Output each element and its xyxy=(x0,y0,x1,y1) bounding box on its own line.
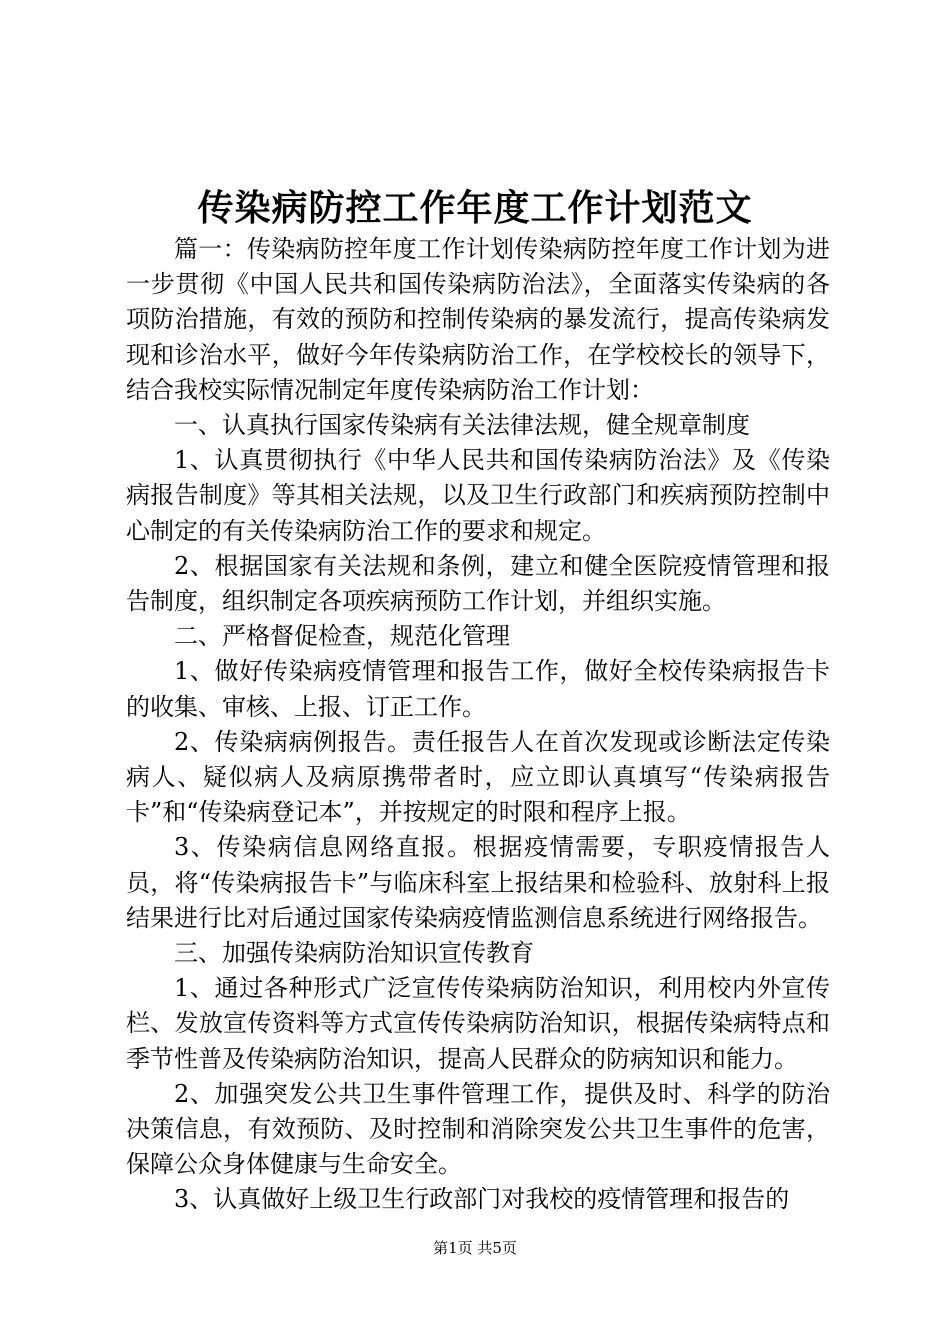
paragraph-2-1: 1、做好传染病疫情管理和报告工作，做好全校传染病报告卡的收集、审核、上报、订正工作。 xyxy=(126,657,830,721)
section-heading-2: 二、严格督促检查，规范化管理 xyxy=(174,622,510,651)
section-heading-1: 一、认真执行国家传染病有关法律法规，健全规章制度 xyxy=(174,411,750,440)
paragraph-2-2: 2、传染病病例报告。责任报告人在首次发现或诊断法定传染病人、疑似病人及病原携带者时，应立即认真填写“传染病报告卡”和“传染病登记本”，并按规定的时限和程序上报。 xyxy=(126,727,830,827)
page-footer: 第1页 共5页 xyxy=(433,1239,517,1257)
document-body xyxy=(126,232,830,1218)
paragraph-3-2: 2、加强突发公共卫生事件管理工作，提供及时、科学的防治决策信息，有效预防、及时控制和消除突发公共卫生事件的危害，保障公众身体健康与生命安全。 xyxy=(126,1079,830,1179)
paragraph-1-1: 1、认真贯彻执行《中华人民共和国传染病防治法》及《传染病报告制度》等其相关法规，以及卫生行政部门和疾病预防控制中心制定的有关传染病防治工作的要求和规定。 xyxy=(126,446,830,545)
paragraph-intro: 篇一：传染病防控年度工作计划传染病防控年度工作计划为进一步贯彻《中国人民共和国传染病防治法》，全面落实传染病的各项防治措施，有效的预防和控制传染病的暴发流行，提高传染病发现和诊治水平，做好今年传染病防治工作，在学校校长的领导下，结合我校实际情况制定年度传染病防治工作计划： xyxy=(126,235,830,404)
paragraph-1-2: 2、根据国家有关法规和条例，建立和健全医院疫情管理和报告制度，组织制定各项疾病预防工作计划，并组织实施。 xyxy=(126,551,830,616)
section-heading-3: 三、加强传染病防治知识宣传教育 xyxy=(174,939,534,968)
paragraph-2-3: 3、传染病信息网络直报。根据疫情需要，专职疫情报告人员，将“传染病报告卡”与临床科室上报结果和检验科、放射科上报结果进行比对后通过国家传染病疫情监测信息系统进行网络报告。 xyxy=(126,833,830,932)
document-title: 传染病防控工作年度工作计划范文 xyxy=(197,187,753,229)
paragraph-3-3: 3、认真做好上级卫生行政部门对我校的疫情管理和报告的 xyxy=(174,1185,790,1214)
paragraph-3-1: 1、通过各种形式广泛宣传传染病防治知识，利用校内外宣传栏、发放宣传资料等方式宣传传染病防治知识，根据传染病特点和季节性普及传染病防治知识，提高人民群众的防病知识和能力。 xyxy=(126,974,830,1073)
